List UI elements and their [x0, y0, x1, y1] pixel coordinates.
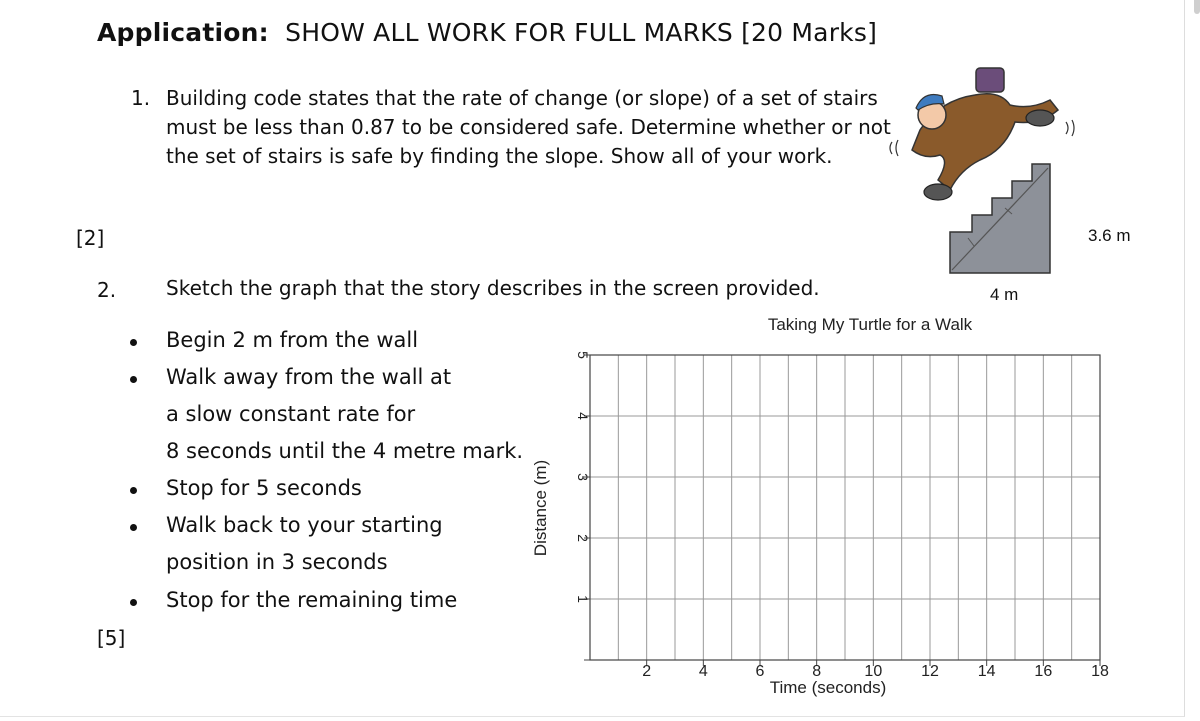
- page-heading: [97, 18, 877, 47]
- x-tick-label: 6: [755, 663, 765, 680]
- chart-title: Taking My Turtle for a Walk: [767, 315, 973, 334]
- story-line: Walk back to your starting: [166, 513, 443, 537]
- y-tick-label: 1: [575, 595, 591, 603]
- question-2-instruction: Sketch the graph that the story describes in the screen provided.: [166, 276, 820, 300]
- y-tick-label: 2: [575, 534, 591, 542]
- x-tick-label: 16: [1034, 663, 1053, 680]
- stairs-illustration: [880, 60, 1080, 280]
- x-tick-label: 10: [864, 663, 883, 680]
- question-1-marks: [2]: [76, 226, 105, 250]
- story-line: Stop for 5 seconds: [166, 476, 362, 500]
- question-1-number: 1.: [131, 86, 151, 110]
- story-line: 8 seconds until the 4 metre mark.: [166, 439, 524, 463]
- story-line: Stop for the remaining time: [166, 588, 458, 612]
- story-line: Walk away from the wall at: [166, 365, 452, 389]
- heading-label: Application:: [97, 18, 269, 47]
- stairs-width-label: 4 m: [990, 285, 1019, 304]
- question-2-number: 2.: [97, 278, 117, 302]
- y-tick-label: 3: [575, 473, 591, 481]
- question-1-text: [166, 84, 891, 171]
- x-tick-label: 12: [921, 663, 939, 680]
- x-axis-label: Time (seconds): [769, 678, 887, 697]
- story-line: Begin 2 m from the wall: [166, 328, 419, 352]
- stairs-height-label: 3.6 m: [1088, 226, 1131, 245]
- question-2-marks: [5]: [97, 626, 126, 650]
- x-tick-label: 14: [977, 663, 996, 680]
- bullet-icon: [130, 599, 137, 606]
- story-line: position in 3 seconds: [166, 550, 388, 574]
- y-tick-label: 4: [575, 412, 591, 420]
- x-tick-label: 4: [698, 663, 708, 680]
- bullet-icon: [130, 376, 137, 383]
- bullet-icon: [130, 339, 137, 346]
- y-tick-label: 5: [575, 351, 591, 359]
- bullet-icon: [130, 487, 137, 494]
- x-tick-label: 8: [812, 663, 822, 680]
- question-1-line: the set of stairs is safe by finding the slope. Show all of your work.: [166, 144, 833, 168]
- scrollbar[interactable]: [1194, 0, 1200, 14]
- story-line: a slow constant rate for: [166, 402, 416, 426]
- y-axis-label: Distance (m): [531, 459, 550, 557]
- x-tick-label: 18: [1091, 663, 1109, 680]
- bullet-icon: [130, 524, 137, 531]
- x-tick-label: 2: [642, 663, 652, 680]
- heading-instructions: SHOW ALL WORK FOR FULL MARKS [20 Marks]: [285, 18, 878, 47]
- question-1-line: must be less than 0.87 to be considered safe. Determine whether or not: [166, 115, 891, 139]
- question-1-line: Building code states that the rate of change (or slope) of a set of stairs: [166, 86, 878, 110]
